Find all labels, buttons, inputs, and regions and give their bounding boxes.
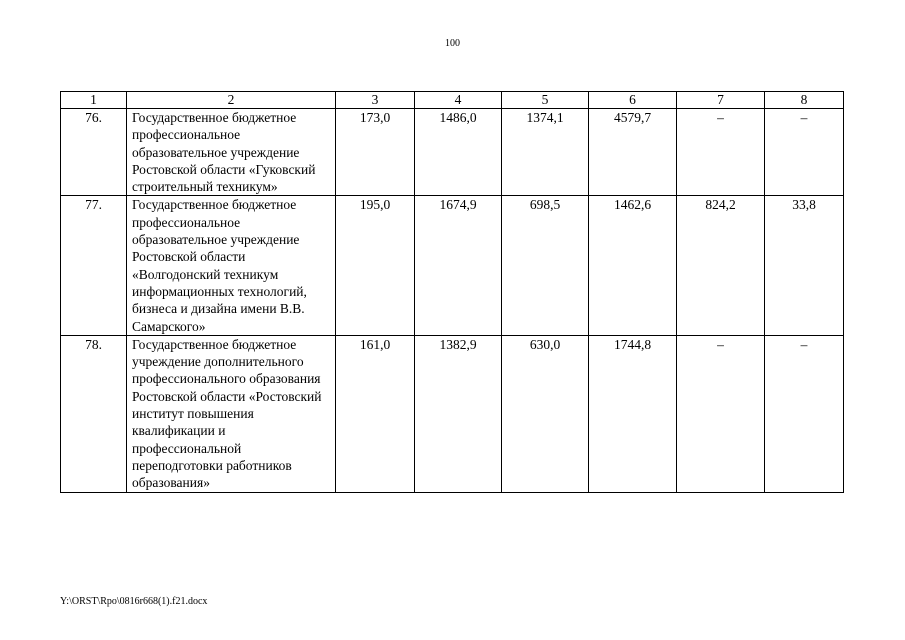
file-path-footer: Y:\ORST\Rpo\0816r668(1).f21.docx <box>60 596 208 607</box>
column-header: 5 <box>502 92 589 109</box>
cell-value: 630,0 <box>502 335 589 492</box>
page-number: 100 <box>445 38 460 49</box>
cell-value: 824,2 <box>677 196 765 335</box>
institution-name: Государственное бюджетное профессиональное образовательное учреждение Ростовской области «Гуковский строительный техникум» <box>127 109 336 196</box>
cell-value: 195,0 <box>336 196 415 335</box>
column-header: 6 <box>589 92 677 109</box>
column-header: 3 <box>336 92 415 109</box>
cell-value: – <box>765 335 844 492</box>
cell-value: 1462,6 <box>589 196 677 335</box>
column-header: 4 <box>415 92 502 109</box>
table-header-row <box>61 92 844 109</box>
column-header: 1 <box>61 92 127 109</box>
row-number: 76. <box>61 109 127 196</box>
cell-value: – <box>677 335 765 492</box>
institution-name: Государственное бюджетное учреждение дополнительного профессионального образования Ростовской области «Ростовский институт повышения квалификации и профессиональной переподготовки работников образования» <box>127 335 336 492</box>
data-table <box>60 91 844 493</box>
institution-name: Государственное бюджетное профессиональное образовательное учреждение Ростовской области «Волгодонский техникум информационных технологий, бизнеса и дизайна имени В.В. Самарского» <box>127 196 336 335</box>
cell-value: 1744,8 <box>589 335 677 492</box>
cell-value: – <box>765 109 844 196</box>
table-row <box>61 335 844 492</box>
cell-value: 33,8 <box>765 196 844 335</box>
cell-value: 1674,9 <box>415 196 502 335</box>
cell-value: 1382,9 <box>415 335 502 492</box>
cell-value: 698,5 <box>502 196 589 335</box>
table-row <box>61 109 844 196</box>
row-number: 77. <box>61 196 127 335</box>
cell-value: 1486,0 <box>415 109 502 196</box>
cell-value: 4579,7 <box>589 109 677 196</box>
table-row <box>61 196 844 335</box>
row-number: 78. <box>61 335 127 492</box>
cell-value: 161,0 <box>336 335 415 492</box>
column-header: 8 <box>765 92 844 109</box>
cell-value: 173,0 <box>336 109 415 196</box>
column-header: 2 <box>127 92 336 109</box>
column-header: 7 <box>677 92 765 109</box>
cell-value: – <box>677 109 765 196</box>
cell-value: 1374,1 <box>502 109 589 196</box>
